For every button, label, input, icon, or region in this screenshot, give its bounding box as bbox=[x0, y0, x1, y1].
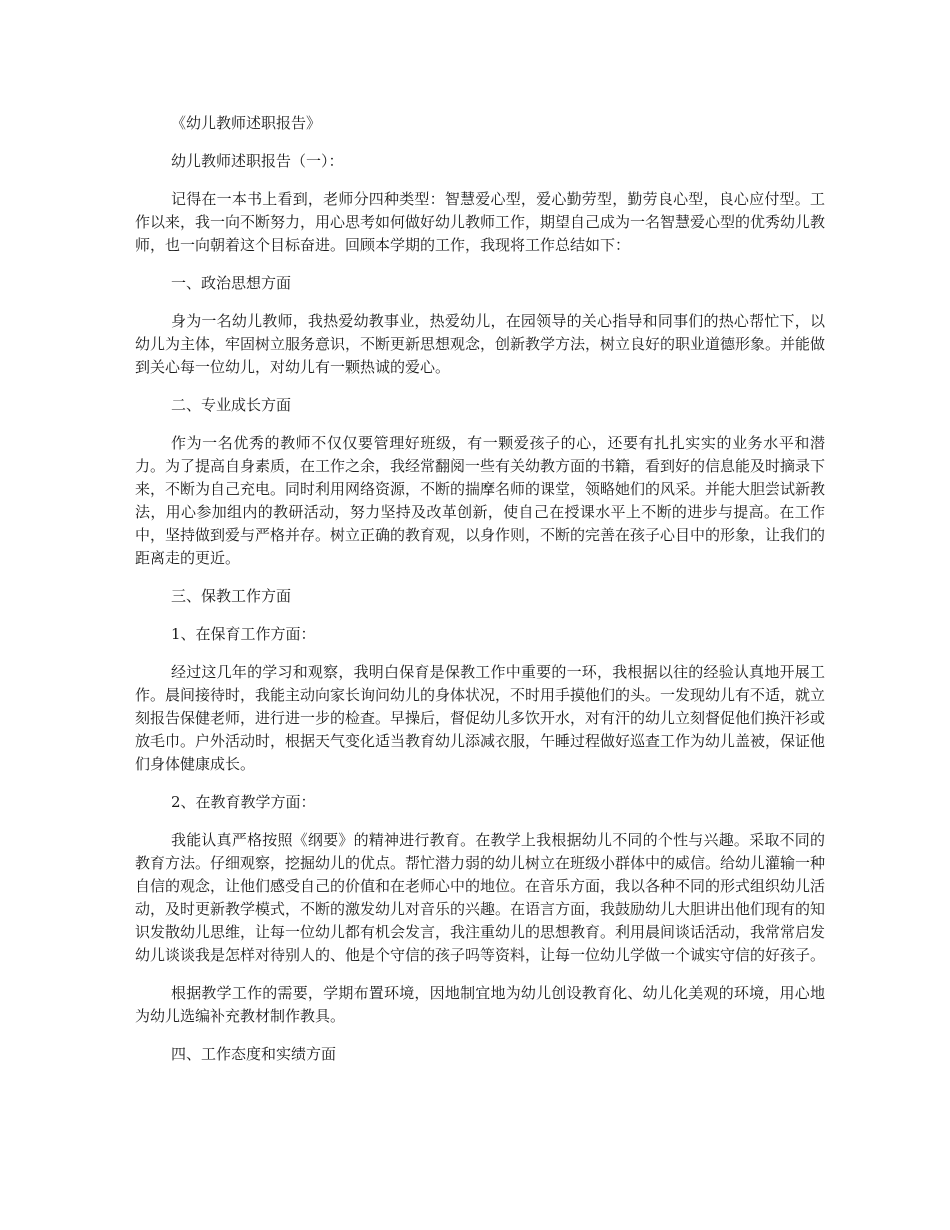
section2-heading: 二、专业成长方面 bbox=[171, 396, 292, 414]
section3-sub1-heading: 1、在保育工作方面： bbox=[171, 625, 316, 643]
section3-sub1-paragraph: 经过这几年的学习和观察，我明白保育是保教工作中重要的一环，我根据以往的经验认真地开展工作。晨间接待时，我能主动向家长询问幼儿的身体状况，不时用手摸他们的头。一发现幼儿有不适，就立刻报告保健老师，进行进一步的检查。早操后，督促幼儿多饮开水，对有汗的幼儿立刻督促他们换汗衫或放毛巾。户外活动时，根据天气变化适当教育幼儿添减衣服，午睡过程做好巡查工作为幼儿盖被，保证他们身体健康成长。 bbox=[135, 663, 826, 773]
section3-sub2-paragraph-2: 根据教学工作的需要，学期布置环境，因地制宜地为幼儿创设教育化、幼儿化美观的环境，用心地为幼儿选编补充教材制作教具。 bbox=[135, 984, 825, 1025]
intro-paragraph: 记得在一本书上看到，老师分四种类型：智慧爱心型，爱心勤劳型，勤劳良心型，良心应付型。工作以来，我一向不断努力，用心思考如何做好幼儿教师工作，期望自己成为一名智慧爱心型的优秀幼儿教师，也一向朝着这个目标奋进。回顾本学期的工作，我现将工作总结如下： bbox=[135, 190, 826, 254]
document-subtitle: 幼儿教师述职报告（一）： bbox=[171, 152, 344, 170]
section3-sub2-paragraph: 我能认真严格按照《纲要》的精神进行教育。在教学上我根据幼儿不同的个性与兴趣。采取不同的教育方法。仔细观察，挖掘幼儿的优点。帮忙潜力弱的幼儿树立在班级小群体中的威信。给幼儿灌输一种自信的观念，让他们感受自己的价值和在老师心中的地位。在音乐方面，我以各种不同的形式组织幼儿活动，及时更新教学模式，不断的激发幼儿对音乐的兴趣。在语言方面，我鼓励幼儿大胆讲出他们现有的知识发散幼儿思维，让每一位幼儿都有机会发言，我注重幼儿的思想教育。利用晨间谈话活动，我常常启发幼儿谈谈我是怎样对待别人的、他是个守信的孩子吗等资料，让每一位幼儿学做一个诚实守信的好孩子。 bbox=[135, 831, 826, 964]
section4-heading: 四、工作态度和实绩方面 bbox=[171, 1045, 337, 1063]
document-page bbox=[135, 112, 825, 1081]
section2-paragraph: 作为一名优秀的教师不仅仅要管理好班级，有一颗爱孩子的心，还要有扎扎实实的业务水平和潜力。为了提高自身素质，在工作之余，我经常翻阅一些有关幼教方面的书籍，看到好的信息能及时摘录下来，不断为自己充电。同时利用网络资源，不断的揣摩名师的课堂，领略她们的风采。并能大胆尝试新教法，用心参加组内的教研活动，努力坚持及改革创新，使自己在授课水平上不断的进步与提高。在工作中，坚持做到爱与严格并存。树立正确的教育观，以身作则，不断的完善在孩子心目中的形象，让我们的距离走的更近。 bbox=[135, 434, 826, 567]
section3-heading: 三、保教工作方面 bbox=[171, 587, 292, 605]
document-title: 《幼儿教师述职报告》 bbox=[171, 114, 322, 132]
section1-paragraph: 身为一名幼儿教师，我热爱幼教事业，热爱幼儿，在园领导的关心指导和同事们的热心帮忙下，以幼儿为主体，牢固树立服务意识，不断更新思想观念，创新教学方法，树立良好的职业道德形象。并能做到关心每一位幼儿，对幼儿有一颗热诚的爱心。 bbox=[135, 312, 826, 376]
section1-heading: 一、政治思想方面 bbox=[171, 274, 292, 292]
section3-sub2-heading: 2、在教育教学方面： bbox=[171, 793, 316, 811]
